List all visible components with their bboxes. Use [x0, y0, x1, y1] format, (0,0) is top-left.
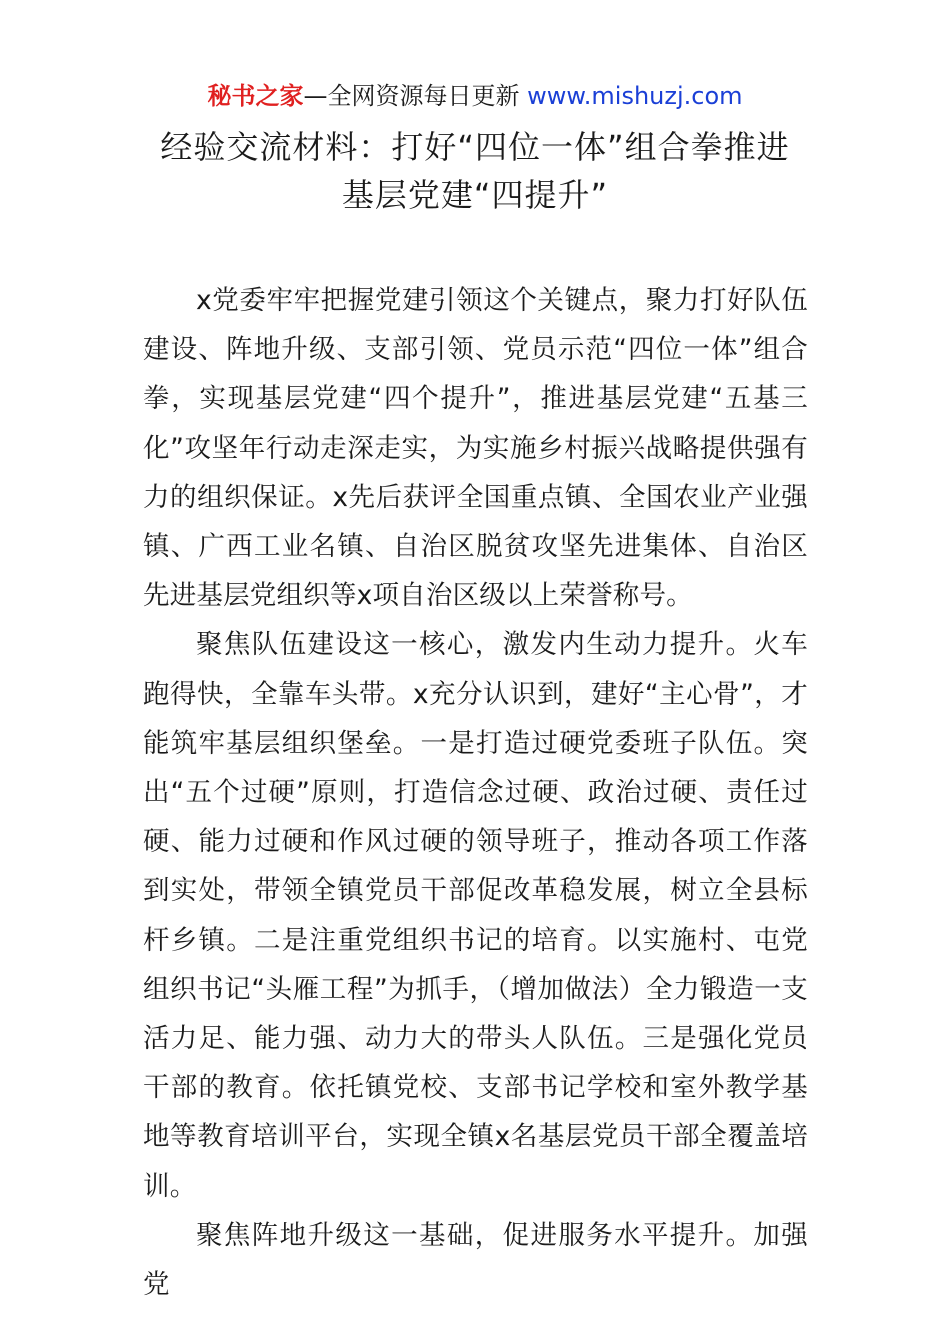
- document-title: [0, 126, 950, 216]
- document-body: [143, 276, 808, 1309]
- site-url-link[interactable]: www.mishuzj.com: [527, 82, 743, 110]
- header-tagline: —全网资源每日更新: [303, 82, 520, 110]
- title-line-1: 经验交流材料：打好“四位一体”组合拳推进: [160, 128, 790, 166]
- site-header: [0, 80, 950, 112]
- body-paragraph-3: 聚焦阵地升级这一基础，促进服务水平提升。加强党: [143, 1219, 808, 1301]
- body-paragraph-2: 聚焦队伍建设这一核心，激发内生动力提升。火车跑得快，全靠车头带。x充分认识到，建好“主心骨”，才能筑牢基层组织堡垒。一是打造过硬党委班子队伍。突出“五个过硬”原则，打造信念过硬、政治过硬、责任过硬、能力过硬和作风过硬的领导班子，推动各项工作落到实处，带领全镇党员干部促改革稳发展，树立全县标杆乡镇。二是注重党组织书记的培育。以实施村、屯党组织书记“头雁工程”为抓手，（增加做法）全力锻造一支活力足、能力强、动力大的带头人队伍。三是强化党员干部的教育。依托镇党校、支部书记学校和室外教学基地等教育培训平台，实现全镇x名基层党员干部全覆盖培训。: [143, 629, 808, 1202]
- body-paragraph-1: x党委牢牢把握党建引领这个关键点，聚力打好队伍建设、阵地升级、支部引领、党员示范“四位一体”组合拳，实现基层党建“四个提升”，推进基层党建“五基三化”攻坚年行动走深走实，为实施乡村振兴战略提供强有力的组织保证。x先后获评全国重点镇、全国农业产业强镇、广西工业名镇、自治区脱贫攻坚先进集体、自治区先进基层党组织等x项自治区级以上荣誉称号。: [143, 285, 808, 612]
- title-line-2: 基层党建“四提升”: [341, 176, 609, 214]
- brand-name: 秘书之家: [207, 82, 304, 110]
